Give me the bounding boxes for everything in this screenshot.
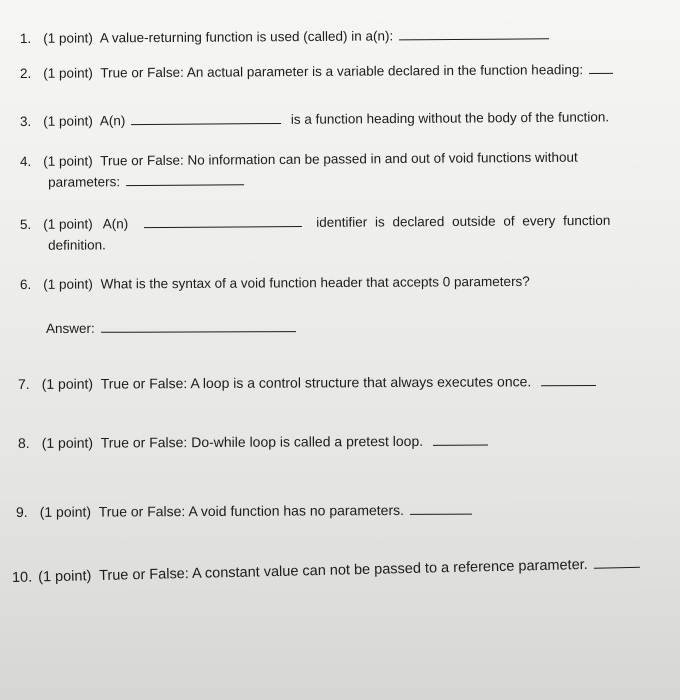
question-number: 7.: [17, 375, 30, 392]
question-4-line-2: [20, 167, 668, 193]
question-text: True or False: No information can be passed in and out of void functions without: [100, 149, 578, 169]
question-points: (1 point): [43, 113, 93, 129]
question-8: [18, 431, 488, 454]
question-points: (1 point): [43, 153, 93, 169]
question-points: (1 point): [39, 503, 92, 520]
question-continuation: definition.: [48, 237, 106, 253]
answer-blank[interactable]: [144, 213, 302, 228]
question-number: 9.: [15, 503, 28, 520]
question-9: [16, 500, 472, 523]
answer-blank[interactable]: [126, 171, 244, 186]
question-points: (1 point): [41, 434, 94, 451]
question-number: 6.: [19, 276, 32, 292]
question-points: (1 point): [43, 216, 93, 232]
question-number: 2.: [19, 65, 32, 81]
answer-blank[interactable]: [101, 318, 296, 333]
question-4: [20, 146, 668, 193]
question-text: True or False: A void function has no parameters.: [98, 501, 405, 520]
answer-blank[interactable]: [541, 372, 596, 386]
question-6: [20, 271, 530, 295]
question-number: 1.: [19, 30, 32, 46]
question-text: True or False: An actual parameter is a variable declared in the function heading:: [100, 62, 584, 81]
question-number: 4.: [19, 153, 32, 170]
question-text: True or False: A constant value can not be passed to a reference parameter.: [98, 556, 588, 585]
question-text: True or False: Do-while loop is called a pretest loop.: [100, 432, 424, 451]
question-post-text: identifier is declared outside of every function: [316, 212, 611, 230]
answer-blank[interactable]: [399, 25, 549, 40]
question-number: 5.: [19, 216, 32, 233]
question-number: 8.: [17, 434, 30, 451]
question-3: [20, 106, 609, 132]
question-6-answer: [46, 317, 296, 339]
question-5: [20, 209, 668, 256]
question-post-text: is a function heading without the body of the function.: [290, 109, 610, 127]
answer-blank[interactable]: [594, 554, 640, 569]
question-points: (1 point): [41, 375, 94, 392]
answer-blank[interactable]: [433, 432, 488, 446]
question-1: [20, 24, 549, 49]
question-pre-text: A(n): [99, 113, 126, 129]
question-points: (1 point): [43, 65, 93, 81]
question-10: [12, 554, 640, 589]
question-points: (1 point): [43, 276, 93, 292]
question-continuation: parameters:: [48, 174, 121, 190]
question-text: What is the syntax of a void function header that accepts 0 parameters?: [100, 273, 530, 292]
question-text: A value-returning function is used (called) in a(n):: [99, 28, 394, 46]
question-number: 10.: [11, 569, 33, 586]
question-points: (1 point): [37, 568, 92, 586]
answer-blank[interactable]: [131, 110, 281, 125]
answer-blank[interactable]: [410, 501, 472, 515]
question-points: (1 point): [43, 30, 93, 46]
question-pre-text: A(n): [102, 216, 129, 232]
question-number: 3.: [19, 113, 32, 129]
answer-label: Answer:: [45, 320, 95, 336]
question-7: [18, 371, 596, 395]
question-text: True or False: A loop is a control structure that always executes once.: [100, 373, 532, 392]
question-2: [20, 59, 613, 84]
answer-blank[interactable]: [589, 60, 613, 74]
